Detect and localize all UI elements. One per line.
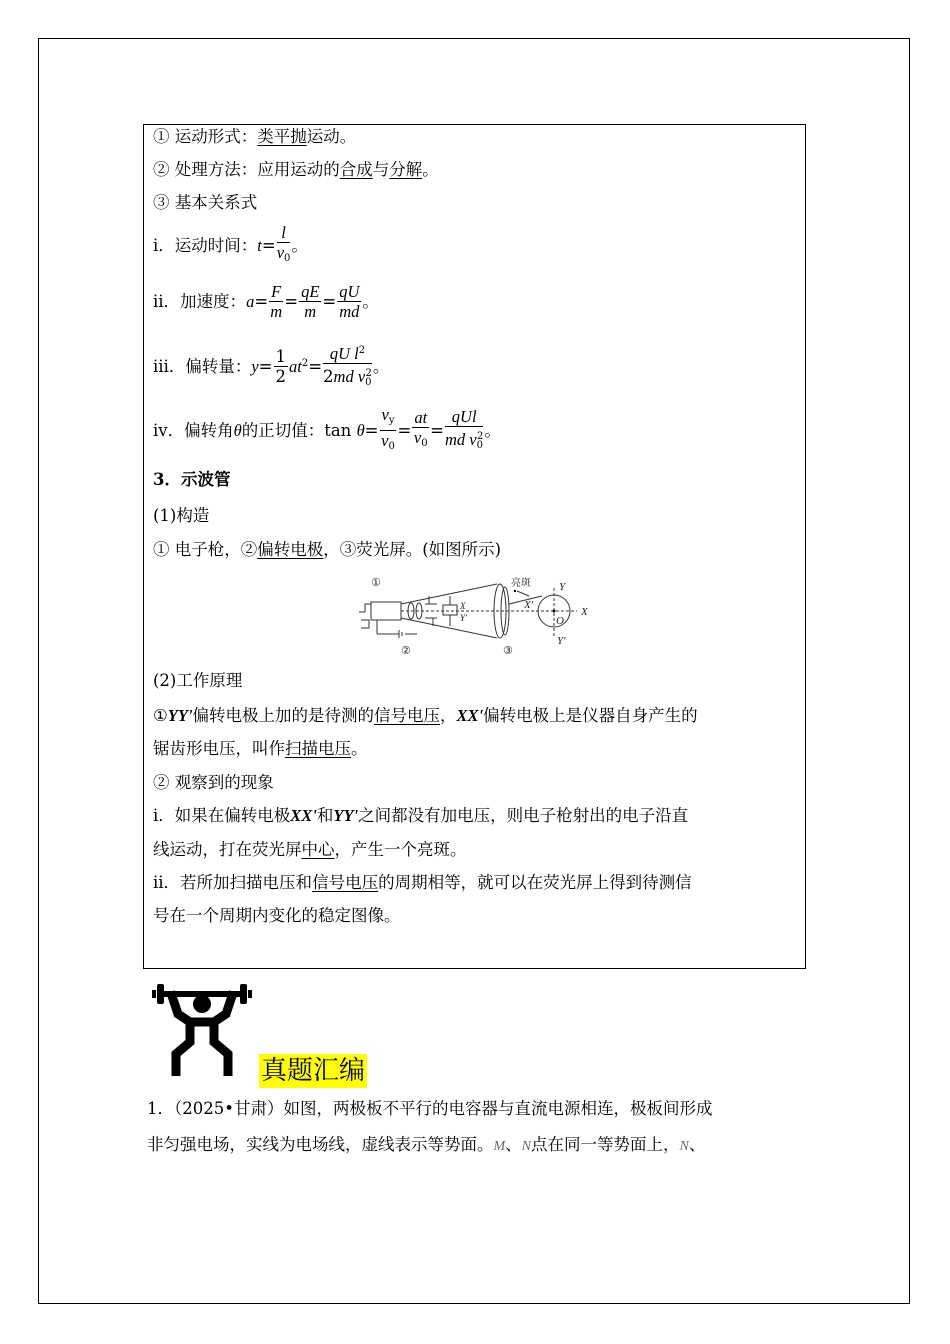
formula-label: ⅳ．偏转角 xyxy=(153,421,234,440)
relations-heading: ③ 基本关系式 xyxy=(153,193,258,212)
formula-angle: ⅳ．偏转角θ的正切值：tan θ= $\frac{v_y}{v_0}$ = $\frac{at}{v_0}$ = $\frac{\text{qUl}}{md v_0^2}$ 。 xyxy=(153,405,501,452)
phenomena-heading: ② 观察到的现象 xyxy=(153,773,274,792)
text: 之间都没有加电压，则电子枪射出的电子沿直 xyxy=(358,806,689,825)
text: 偏转电极上加的是待测的 xyxy=(192,706,375,725)
section-heading-past-exams: 真题汇编 xyxy=(261,1056,366,1086)
text: 非匀强电场，实线为电场线，虚线表示等势面。 xyxy=(147,1135,494,1154)
text: ， xyxy=(440,706,457,725)
symbol: YY' xyxy=(333,806,359,825)
question-1-line-1: 1．（2025•甘肃）如图，两极板不平行的电容器与直流电源相连，极板间形成 xyxy=(147,1099,713,1118)
weightlifter-icon xyxy=(150,978,254,1076)
blank-answer: 偏转电极 xyxy=(257,540,324,559)
formula-label: ⅱ．加速度： xyxy=(153,292,247,311)
phenomena-line-2 xyxy=(153,840,467,860)
symbol: XX' xyxy=(456,706,484,725)
blank-answer: 信号电压 xyxy=(374,706,441,725)
text: 运动。 xyxy=(306,127,357,146)
symbol: N xyxy=(679,1139,689,1154)
text: 线运动，打在荧光屏 xyxy=(153,840,302,859)
text: 的周期相等，就可以在荧光屏上得到待测信 xyxy=(378,873,692,892)
fig-plate-Yp: Y' xyxy=(460,613,467,623)
formula-label: ⅲ．偏转量： xyxy=(153,357,252,376)
formula-label: ⅰ．运动时间： xyxy=(153,236,258,255)
symbol: M xyxy=(493,1139,506,1154)
blank-answer: 扫描电压 xyxy=(285,739,351,758)
fig-O: O xyxy=(556,615,564,627)
principle-line-2 xyxy=(153,739,368,759)
text: 、 xyxy=(688,1135,706,1154)
text: ，③荧光屏。(如图所示) xyxy=(323,540,502,559)
principle-line-1 xyxy=(153,706,698,726)
blank-answer: 分解 xyxy=(389,160,423,179)
fig-Xp: X' xyxy=(524,599,534,611)
text: 。 xyxy=(422,160,439,179)
text: 与 xyxy=(372,160,390,179)
text: 点在同一等势面上， xyxy=(531,1135,680,1154)
fig-label-1: ① xyxy=(371,577,381,589)
oscilloscope-diagram xyxy=(357,574,597,658)
text: ⅰ．如果在偏转电极 xyxy=(153,806,291,825)
formula-acceleration: ⅱ．加速度：a= $\frac{F}{m}$ = $\frac{qE}{m}$ = $\frac{qU}{md}$ 。 xyxy=(153,282,379,321)
symbol: YY' xyxy=(167,706,193,725)
text: ① xyxy=(153,706,168,725)
formula-time: ⅰ．运动时间：t= $\frac{l}{v_0}$ 。 xyxy=(153,223,308,264)
text: 的正切值： xyxy=(241,421,325,440)
text: 、 xyxy=(505,1135,522,1154)
fig-plate-X: X xyxy=(460,601,466,611)
section-oscilloscope: 3．示波管 xyxy=(153,470,231,489)
principle-heading: (2)工作原理 xyxy=(153,671,243,690)
text: ① 电子枪，② xyxy=(153,540,258,559)
fig-label-3: ③ xyxy=(503,645,513,657)
text: 和 xyxy=(316,806,334,825)
question-1-line-2 xyxy=(147,1135,705,1157)
structure-heading: (1)构造 xyxy=(153,506,210,525)
text: ，产生一个亮斑。 xyxy=(334,840,467,859)
blank-answer: 中心 xyxy=(301,840,335,859)
formula-deflection: ⅲ．偏转量：y= $\frac{1}{2}$ $at^2=$ $\frac{qU l^2}{2md v_0^2}$ 。 xyxy=(153,344,390,388)
symbol: N xyxy=(521,1139,532,1154)
structure-line xyxy=(153,540,501,560)
method-line xyxy=(153,160,439,180)
fig-Y: Y xyxy=(559,581,566,593)
fig-X: X xyxy=(581,606,588,618)
motion-form-line xyxy=(153,127,356,147)
blank-answer: 类平抛 xyxy=(257,127,307,146)
text: ② 处理方法：应用运动的 xyxy=(153,160,340,179)
blank-answer: 信号电压 xyxy=(312,873,379,892)
text: ① 运动形式： xyxy=(153,127,258,146)
fig-label-2: ② xyxy=(401,645,411,657)
phenomena-line-3 xyxy=(153,873,692,893)
text: 。 xyxy=(351,739,368,758)
symbol: XX' xyxy=(290,806,317,825)
phenomena-line-1 xyxy=(153,806,688,826)
blank-answer: 合成 xyxy=(339,160,373,179)
fig-Yp: Y' xyxy=(557,635,566,647)
text: ⅱ．若所加扫描电压和 xyxy=(153,873,313,892)
text: 偏转电极上是仪器自身产生的 xyxy=(483,706,698,725)
phenomena-line-4: 号在一个周期内变化的稳定图像。 xyxy=(153,906,401,925)
text: 锯齿形电压，叫作 xyxy=(153,739,285,758)
fig-bright-spot: 亮斑 xyxy=(511,578,531,589)
